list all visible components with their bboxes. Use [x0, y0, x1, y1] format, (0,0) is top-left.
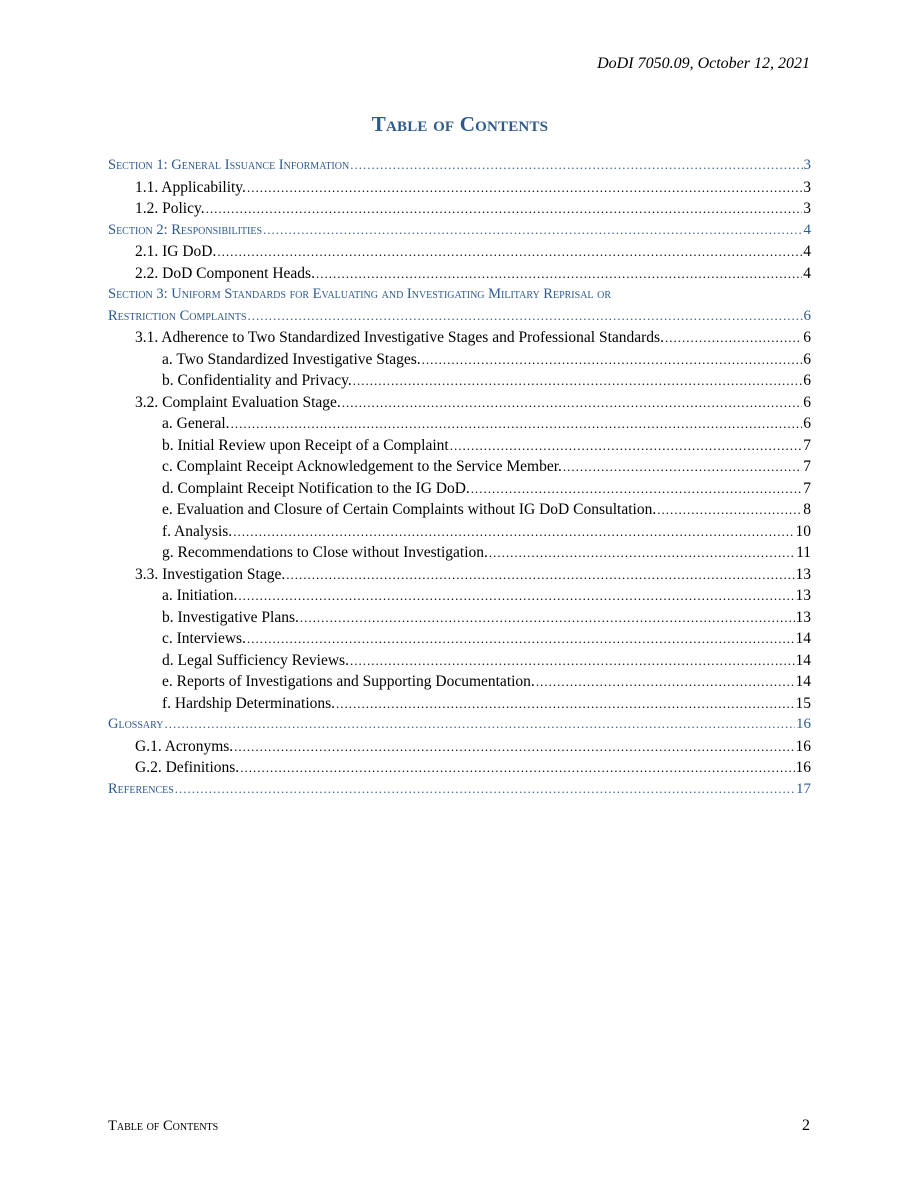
toc-leader-dots	[336, 696, 794, 712]
toc-leader-dots	[350, 653, 795, 669]
toc-entry-link[interactable]	[108, 179, 811, 201]
toc-page-number: 6	[803, 329, 811, 346]
toc-entry-link[interactable]	[108, 265, 811, 287]
toc-page-number: 4	[803, 221, 811, 238]
toc-entry-label: Section 3: Uniform Standards for Evaluating and Investigating Military Reprisal or	[108, 286, 612, 302]
toc-page-number: 13	[795, 587, 811, 604]
toc-leader-dots	[450, 438, 803, 454]
toc-leader-dots	[316, 266, 802, 282]
toc-section-link[interactable]	[108, 157, 811, 179]
toc-entry-label: 1.2. Policy.	[135, 200, 205, 217]
toc-entry-label: a. Two Standardized Investigative Stages.	[162, 350, 421, 368]
toc-page-number: 11	[796, 544, 811, 561]
toc-leader-dots	[422, 352, 803, 368]
toc-page-number: 7	[803, 458, 811, 475]
toc-leader-dots	[206, 201, 803, 217]
toc-entry-link[interactable]	[108, 458, 811, 480]
toc-entry-link[interactable]	[108, 200, 811, 222]
toc-entry-label: 1.1. Applicability.	[135, 178, 246, 196]
toc-entry-label: a. General.	[162, 415, 230, 432]
toc-entry-label: b. Investigative Plans.	[162, 608, 299, 626]
toc-page-number: 14	[795, 630, 811, 647]
toc-leader-dots	[342, 395, 802, 411]
toc-leader-dots	[248, 308, 803, 324]
toc-entry-link[interactable]	[108, 609, 811, 631]
toc-entry-link[interactable]	[108, 394, 811, 416]
toc-entry-link[interactable]	[108, 630, 811, 652]
toc-section-link[interactable]	[108, 781, 811, 803]
toc-leader-dots	[233, 524, 794, 540]
page-title: Table of Contents	[371, 112, 549, 136]
toc-entry-label: Section 1: General Issuance Information	[108, 157, 350, 173]
toc-leader-dots	[536, 674, 795, 690]
toc-entry-label: b. Initial Review upon Receipt of a Complaint	[162, 436, 449, 454]
toc-entry-link[interactable]	[108, 566, 811, 588]
toc-entry-link[interactable]	[108, 329, 811, 351]
toc-entry-label: G.2. Definitions.	[135, 759, 240, 776]
toc-leader-dots	[657, 502, 802, 518]
toc-entry-label: 3.3. Investigation Stage.	[135, 565, 286, 583]
toc-page-number: 7	[803, 436, 811, 454]
toc-entry-label: c. Complaint Receipt Acknowledgement to the Service Member.	[162, 458, 562, 475]
toc-entry-link[interactable]	[108, 544, 811, 566]
footer-page-number: 2	[802, 1117, 810, 1134]
toc-entry-label: a. Initiation.	[162, 587, 238, 604]
toc-leader-dots	[231, 416, 803, 432]
toc-entry-label: 2.1. IG DoD.	[135, 243, 217, 260]
toc-leader-dots	[263, 222, 802, 238]
toc-section-link[interactable]	[108, 222, 811, 244]
toc-entry-link[interactable]	[108, 480, 811, 502]
toc-page-number: 7	[803, 479, 811, 497]
toc-entry-label: References	[108, 780, 174, 797]
toc-leader-dots	[247, 631, 795, 647]
toc-page-number: 13	[795, 565, 811, 583]
toc-entry-label: d. Complaint Receipt Notification to the IG DoD.	[162, 479, 470, 497]
toc-entry-label: 2.2. DoD Component Heads.	[135, 264, 315, 282]
toc-leader-dots	[563, 459, 802, 475]
toc-entry-label: e. Reports of Investigations and Supporting Documentation.	[162, 673, 535, 690]
toc-page-number: 16	[795, 759, 811, 776]
toc-page-number: 17	[796, 780, 811, 797]
toc-leader-dots	[175, 781, 795, 797]
toc-entry-link[interactable]	[108, 673, 811, 695]
toc-entry-label: c. Interviews.	[162, 630, 246, 647]
toc-entry-label: Restriction Complaints	[108, 307, 247, 324]
toc-page-number: 6	[803, 372, 811, 389]
toc-page-number: 6	[803, 393, 811, 411]
toc-entry-link[interactable]	[108, 351, 811, 373]
toc-entry-label: b. Confidentiality and Privacy.	[162, 372, 352, 389]
toc-entry-link[interactable]	[108, 243, 811, 265]
toc-leader-dots	[165, 716, 796, 732]
toc-entry-link[interactable]	[108, 523, 811, 545]
toc-leader-dots	[217, 244, 802, 260]
toc-leader-dots	[471, 481, 802, 497]
toc-entry-label: e. Evaluation and Closure of Certain Complaints without IG DoD Consultation.	[162, 501, 657, 518]
toc-entry-link[interactable]	[108, 501, 811, 523]
toc-page-number: 8	[803, 501, 811, 518]
toc-leader-dots	[247, 180, 802, 196]
toc-entry-link[interactable]	[108, 652, 811, 674]
toc-leader-dots	[238, 588, 794, 604]
toc-entry-label: G.1. Acronyms.	[135, 737, 234, 755]
toc-entry-link[interactable]	[108, 738, 811, 760]
toc-leader-dots	[286, 567, 794, 583]
toc-entry-link[interactable]	[108, 437, 811, 459]
table-of-contents	[108, 157, 811, 802]
toc-page-number: 4	[803, 264, 811, 282]
toc-entry-label: f. Hardship Determinations.	[162, 694, 336, 712]
toc-entry-label: Glossary	[108, 716, 164, 732]
toc-page-number: 6	[803, 350, 811, 368]
toc-entry-label: g. Recommendations to Close without Investigation.	[162, 544, 488, 561]
toc-page-number: 3	[803, 200, 811, 217]
toc-leader-dots	[350, 157, 802, 173]
toc-entry-label: 3.2. Complaint Evaluation Stage.	[135, 393, 341, 411]
toc-page-number: 6	[803, 415, 811, 432]
toc-entry-link[interactable]	[108, 372, 811, 394]
toc-entry-link[interactable]	[108, 759, 811, 781]
toc-leader-dots	[489, 545, 795, 561]
toc-page-number: 14	[795, 673, 811, 690]
toc-page-number: 16	[796, 716, 811, 732]
toc-page-number: 15	[795, 694, 811, 712]
toc-page-number: 13	[795, 608, 811, 626]
toc-entry-label: d. Legal Sufficiency Reviews.	[162, 651, 349, 669]
toc-leader-dots	[300, 610, 795, 626]
toc-section-link[interactable]	[108, 308, 811, 330]
toc-entry-label: Section 2: Responsibilities	[108, 221, 263, 238]
toc-entry-link[interactable]	[108, 587, 811, 609]
toc-entry-link[interactable]	[108, 415, 811, 437]
toc-leader-dots	[353, 373, 803, 389]
footer-section-label: Table of Contents	[108, 1118, 219, 1134]
toc-page-number: 10	[795, 522, 811, 540]
toc-leader-dots	[240, 760, 794, 776]
toc-page-number: 4	[803, 243, 811, 260]
toc-page-number: 6	[803, 307, 811, 324]
toc-section-link[interactable]	[108, 286, 811, 308]
toc-entry-link[interactable]	[108, 695, 811, 717]
document-reference-header: DoDI 7050.09, October 12, 2021	[597, 55, 810, 72]
toc-entry-label: 3.1. Adherence to Two Standardized Investigative Stages and Professional Standards.	[135, 329, 664, 346]
toc-page-number: 3	[803, 178, 811, 196]
toc-leader-dots	[665, 330, 802, 346]
toc-page-number: 3	[803, 157, 811, 173]
toc-entry-label: f. Analysis.	[162, 522, 233, 540]
toc-page-number: 16	[795, 737, 811, 755]
toc-page-number: 14	[795, 651, 811, 669]
toc-section-link[interactable]	[108, 716, 811, 738]
toc-leader-dots	[234, 739, 794, 755]
